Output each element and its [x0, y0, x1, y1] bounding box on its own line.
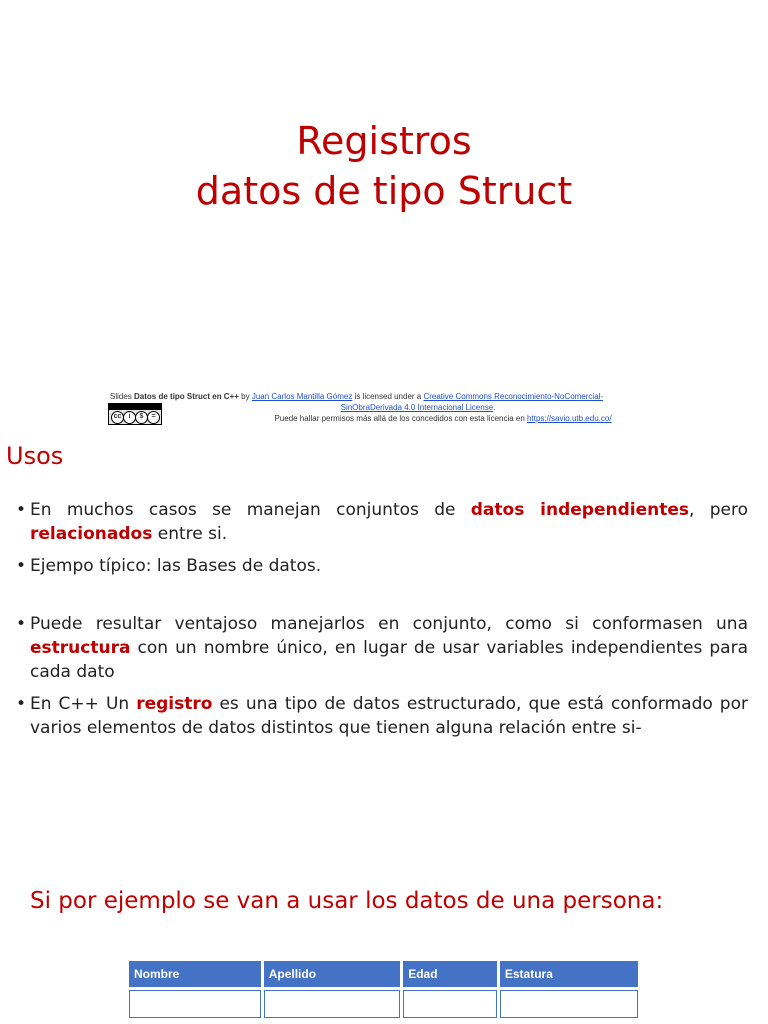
cell-estatura [500, 990, 638, 1018]
license-line-2 [108, 402, 668, 413]
license-notice [108, 391, 668, 424]
title-line-2: datos de tipo Struct [195, 169, 573, 213]
bullet-item: • Puede resultar ventajoso manejarlos en conjunto, como si conformasen una estructura con un nombre único, en lugar de usar variables independientes para cada dato [16, 612, 748, 684]
persona-record-table [126, 959, 641, 1020]
cell-apellido [264, 990, 400, 1018]
license-line-3 [108, 413, 668, 424]
author-link[interactable]: Juan Carlos Mantilla Gómez [251, 392, 353, 401]
header-nombre: Nombre [129, 961, 261, 988]
title-line-1: Registros [296, 119, 472, 163]
license-line-1 [108, 391, 668, 402]
permissions-text: Puede hallar permisos más allá de los concedidos con esta licencia en [274, 414, 528, 423]
table-row [129, 990, 638, 1018]
table-header-row [129, 961, 638, 988]
cell-nombre [129, 990, 261, 1018]
license-by: by [238, 392, 252, 401]
cell-edad [403, 990, 497, 1018]
license-link-part-2[interactable]: SinObraDerivada 4.0 Internacional License [340, 403, 494, 412]
section-title-usos: Usos [6, 442, 64, 470]
header-estatura: Estatura [500, 961, 638, 988]
license-period: . [493, 403, 496, 412]
license-prefix: Slides [110, 392, 135, 401]
license-work-title: Datos de tipo Struct en C++ [134, 392, 239, 401]
bullet-item: • Ejempo típico: las Bases de datos. [16, 554, 748, 578]
license-link-part-1[interactable]: Creative Commons Reconocimiento-NoComercial- [423, 392, 604, 401]
license-licensed-text: is licensed under a [352, 392, 424, 401]
header-apellido: Apellido [264, 961, 400, 988]
example-title: Si por ejemplo se van a usar los datos de una persona: [30, 888, 664, 914]
bullet-item: • En muchos casos se manejan conjuntos de datos independientes, pero relacionados entre si. [16, 498, 748, 546]
usos-bullet-list [16, 498, 748, 740]
cc-by-nc-nd-icon[interactable]: cc i $ = [108, 403, 162, 425]
header-edad: Edad [403, 961, 497, 988]
permissions-link[interactable]: https://savio.utb.edu.co/ [527, 414, 612, 423]
slide-title [0, 116, 768, 216]
bullet-item: • En C++ Un registro es una tipo de datos estructurado, que está conformado por varios elementos de datos distintos que tienen alguna relación entre si- [16, 692, 748, 740]
